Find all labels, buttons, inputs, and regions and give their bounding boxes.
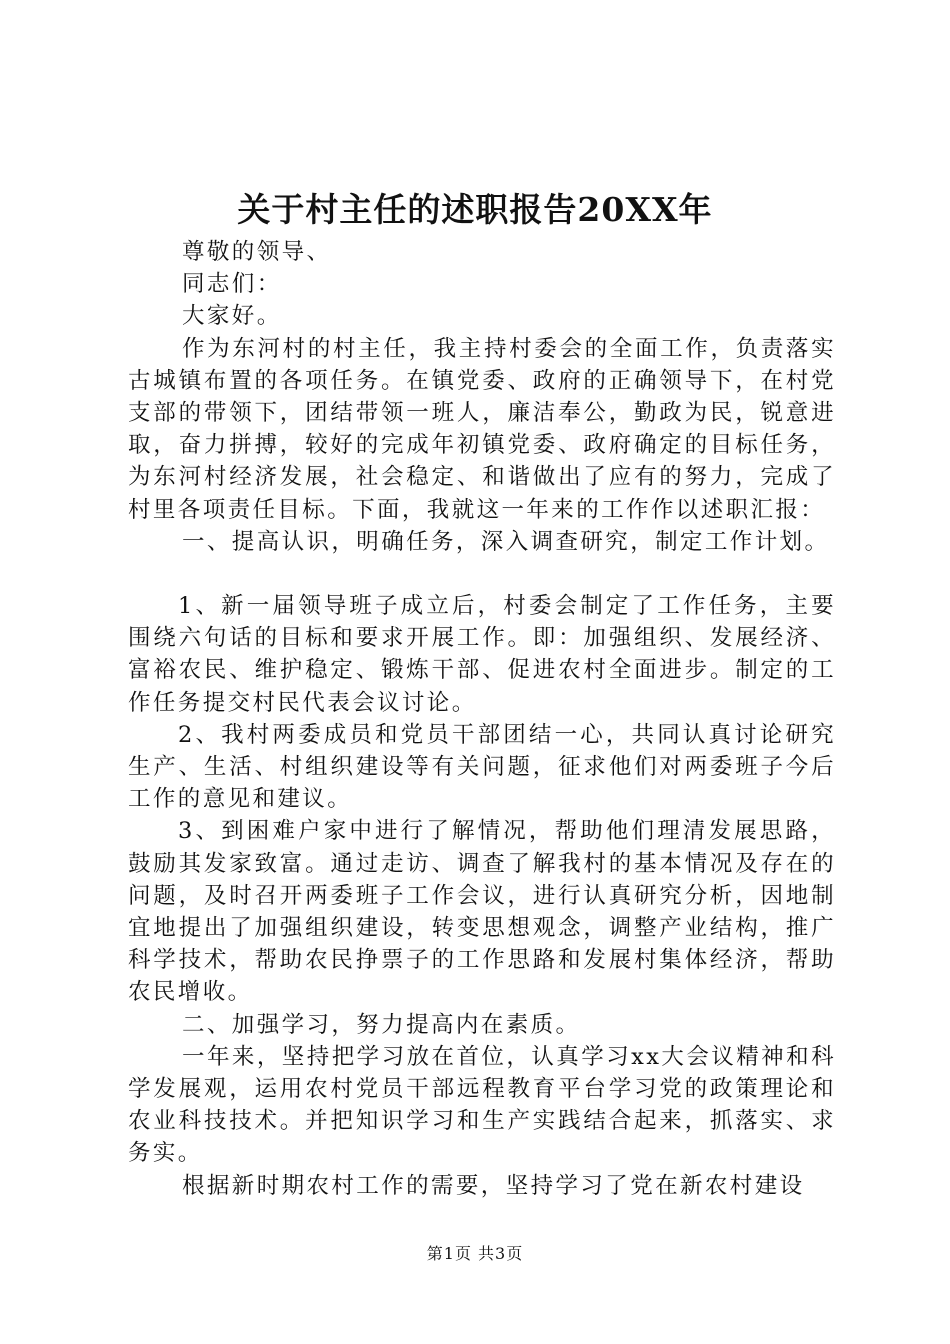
greeting-line: 同志们： (182, 271, 282, 298)
paragraph-study: 一年来，坚持把学习放在首位，认真学习xx大会议精神和科学发展观，运用农村党员干部远程教育平台学习党的政策理论和农业科技技术。并把知识学习和生产实践结合起来，抓落实、求务实。 (128, 1043, 836, 1167)
paragraph-item-3: 3、到困难户家中进行了解情况，帮助他们理清发展思路，鼓励其发家致富。通过走访、调查了解我村的基本情况及存在的问题，及时召开两委班子工作会议，进行认真研究分析，因地制宜地提出了加强组织建设，转变思想观念，调整产业结构，推广科学技术，帮助农民挣票子的工作思路和发展村集体经济，帮助农民增收。 (128, 818, 836, 1006)
document-title: 关于村主任的述职报告20XX年 (237, 190, 713, 229)
section-heading: 二、加强学习，努力提高内在素质。 (182, 1011, 581, 1038)
section-heading: 一、提高认识，明确任务，深入调查研究，制定工作计划。 (182, 528, 830, 555)
page-indicator: 第1页 共3页 (426, 1244, 524, 1263)
greeting-line: 大家好。 (182, 303, 282, 330)
paragraph-item-2: 2、我村两委成员和党员干部团结一心，共同认真讨论研究生产、生活、村组织建设等有关问题，征求他们对两委班子今后工作的意见和建议。 (128, 721, 836, 813)
blank-line (128, 558, 836, 590)
paragraph-intro: 作为东河村的村主任，我主持村委会的全面工作，负责落实古城镇布置的各项任务。在镇党委、政府的正确领导下，在村党支部的带领下，团结带领一班人，廉洁奉公，勤政为民，锐意进取，奋力拼搏，较好的完成年初镇党委、政府确定的目标任务，为东河村经济发展，社会稳定、和谐做出了应有的努力，完成了村里各项责任目标。下面，我就这一年来的工作作以述职汇报： (128, 335, 836, 523)
greeting-line: 尊敬的领导、 (182, 239, 332, 265)
paragraph-item-1: 1、新一届领导班子成立后，村委会制定了工作任务，主要围绕六句话的目标和要求开展工作。即：加强组织、发展经济、富裕农民、维护稳定、锻炼干部、促进农村全面进步。制定的工作任务提交村民代表会议讨论。 (128, 593, 836, 716)
document-body (128, 236, 836, 1202)
paragraph-continued: 根据新时期农村工作的需要，坚持学习了党在新农村建设 (182, 1172, 805, 1199)
